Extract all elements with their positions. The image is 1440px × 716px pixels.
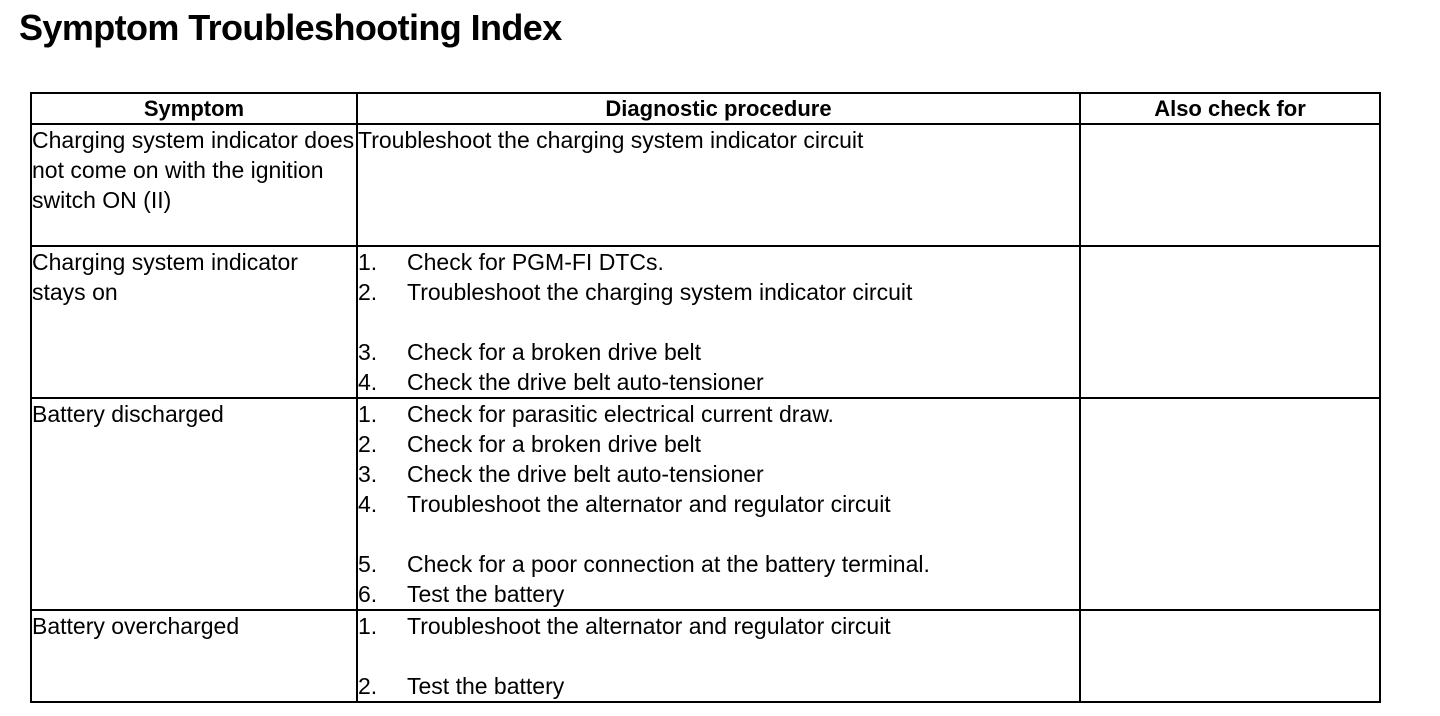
procedure-step [358, 247, 1079, 277]
procedure-step [358, 399, 1079, 429]
step-text: Check for a poor connection at the battery terminal. [407, 551, 930, 577]
step-text: Check for parasitic electrical current draw. [407, 401, 834, 427]
symptom-cell: Battery overcharged [31, 610, 357, 702]
procedure-step [358, 459, 1079, 489]
procedure-step [358, 611, 1079, 641]
procedure-step [358, 579, 1079, 609]
also-check-cell [1080, 398, 1380, 610]
step-number: 1. [358, 613, 378, 639]
column-header-also-check-for: Also check for [1080, 93, 1380, 124]
step-text: Check for a broken drive belt [407, 431, 702, 457]
step-text: Check the drive belt auto-tensioner [407, 369, 764, 395]
step-number: 4. [358, 369, 378, 395]
procedure-step [358, 429, 1079, 459]
step-text: Troubleshoot the alternator and regulator circuit [407, 613, 891, 639]
procedure-steps [358, 247, 1079, 397]
symptom-troubleshooting-table [30, 92, 1381, 703]
procedure-text: Troubleshoot the charging system indicator circuit [358, 127, 864, 153]
step-number: 2. [358, 673, 378, 699]
step-text: Check for PGM-FI DTCs. [407, 249, 664, 275]
procedure-step [358, 337, 1079, 367]
procedure-cell [357, 124, 1080, 246]
procedure-cell [357, 610, 1080, 702]
step-number: 4. [358, 491, 378, 517]
procedure-step [358, 671, 1079, 701]
table-row [31, 398, 1380, 610]
table-header-row [31, 93, 1380, 124]
procedure-steps [358, 611, 1079, 701]
step-text: Check the drive belt auto-tensioner [407, 461, 764, 487]
procedure-step [358, 489, 1079, 519]
step-text: Check for a broken drive belt [407, 339, 702, 365]
symptom-cell: Charging system indicator stays on [31, 246, 357, 398]
procedure-steps [358, 399, 1079, 609]
step-number: 1. [358, 249, 378, 275]
table-row [31, 246, 1380, 398]
also-check-cell [1080, 246, 1380, 398]
step-text: Troubleshoot the alternator and regulator circuit [407, 491, 891, 517]
procedure-cell [357, 246, 1080, 398]
step-number: 6. [358, 581, 378, 607]
step-text: Test the battery [407, 581, 565, 607]
column-header-symptom: Symptom [31, 93, 357, 124]
procedure-cell [357, 398, 1080, 610]
procedure-step [358, 367, 1079, 397]
step-number: 3. [358, 461, 378, 487]
also-check-cell [1080, 610, 1380, 702]
step-number: 3. [358, 339, 378, 365]
column-header-diagnostic-procedure: Diagnostic procedure [357, 93, 1080, 124]
table-row [31, 610, 1380, 702]
table-row [31, 124, 1380, 246]
step-text: Troubleshoot the charging system indicator circuit [407, 279, 913, 305]
step-number: 2. [358, 431, 378, 457]
procedure-step [358, 277, 1079, 307]
step-text: Test the battery [407, 673, 565, 699]
step-number: 2. [358, 279, 378, 305]
symptom-cell: Battery discharged [31, 398, 357, 610]
procedure-step [358, 549, 1079, 579]
page-title: Symptom Troubleshooting Index [19, 7, 562, 48]
also-check-cell [1080, 124, 1380, 246]
step-number: 1. [358, 401, 378, 427]
step-number: 5. [358, 551, 378, 577]
symptom-cell: Charging system indicator does not come on with the ignition switch ON (II) [31, 124, 357, 246]
